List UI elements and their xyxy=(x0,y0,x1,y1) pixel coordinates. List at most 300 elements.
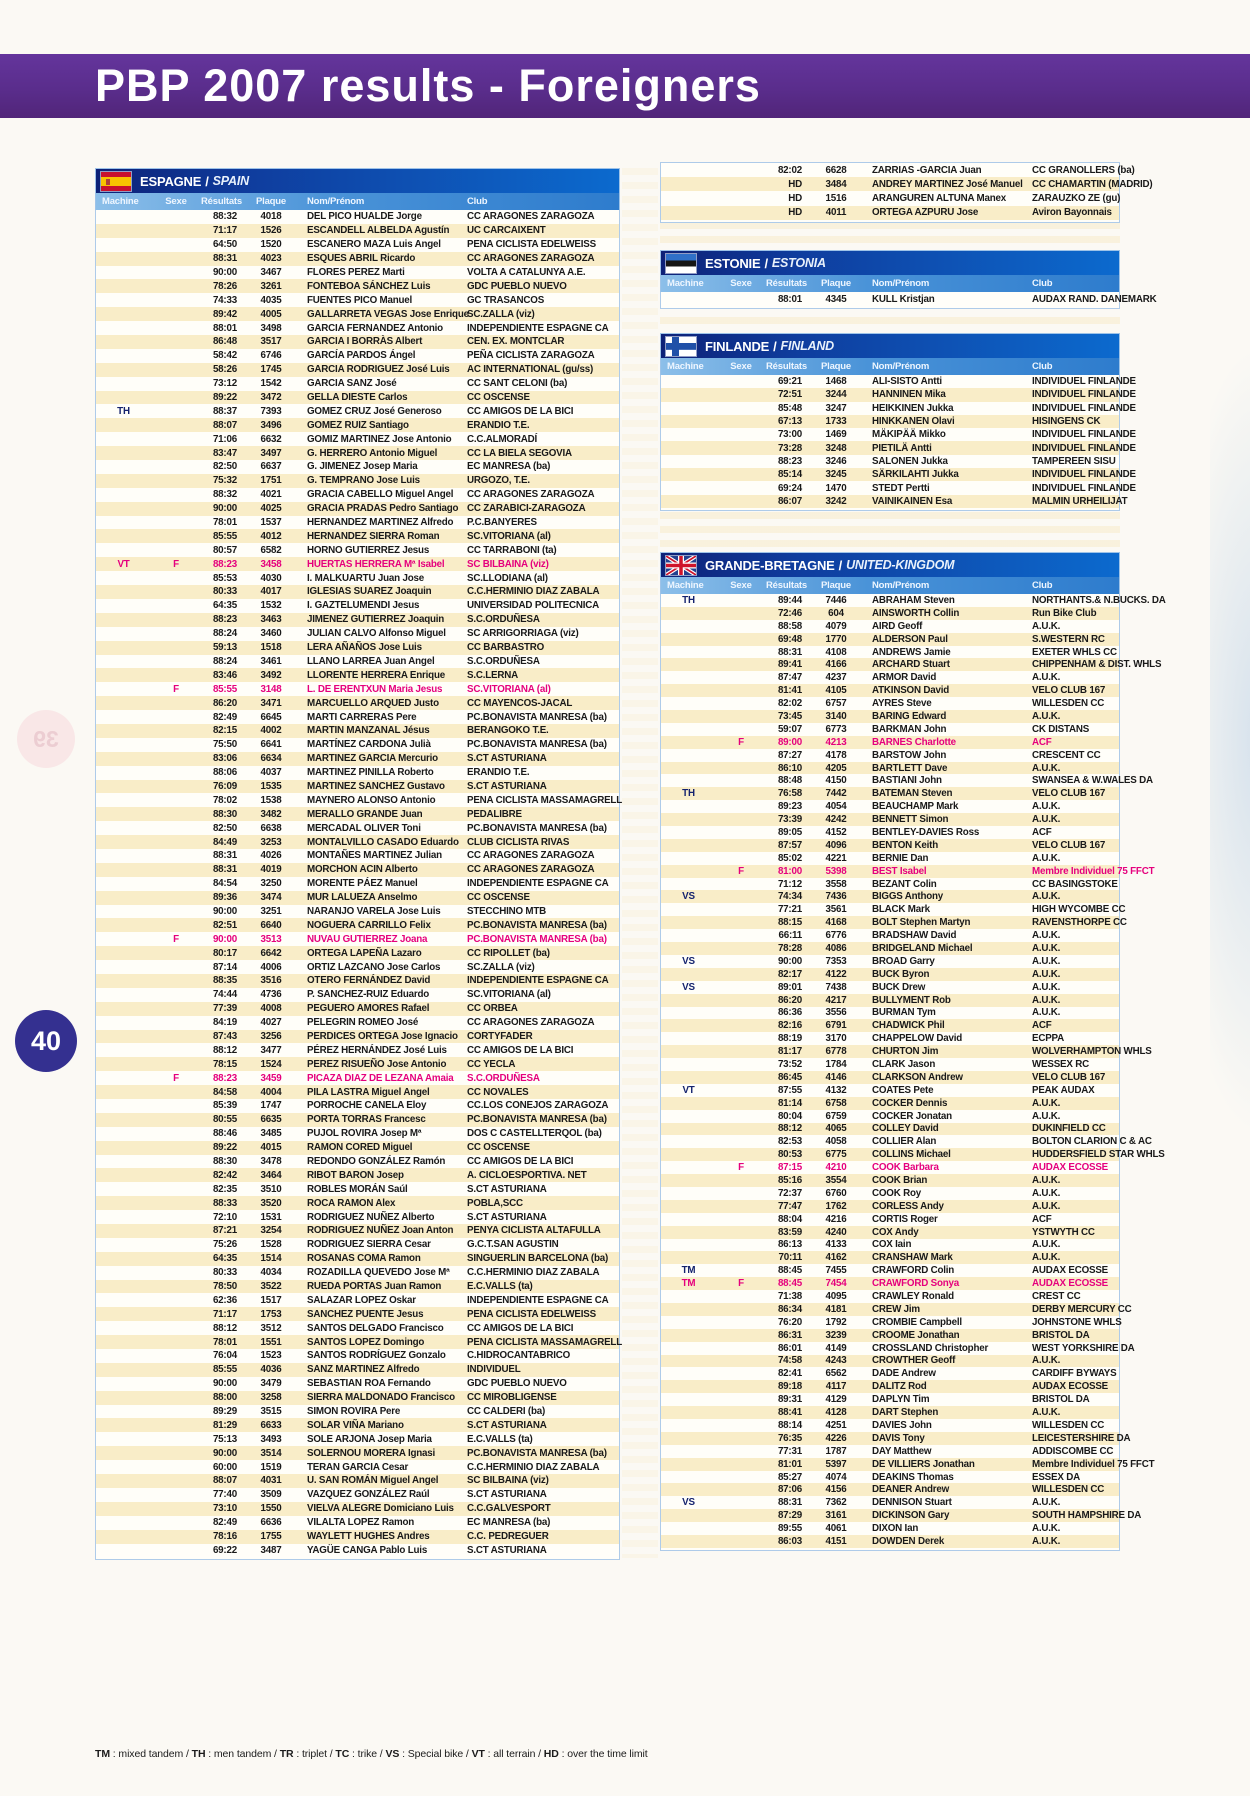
cell-club: A.U.K. xyxy=(1032,981,1061,993)
cell-resultats: 88:31 xyxy=(212,253,237,265)
cell-resultats: 87:14 xyxy=(212,961,237,973)
cell-club: A.U.K. xyxy=(1032,762,1061,774)
cell-resultats: 76:20 xyxy=(777,1316,802,1328)
cell-name: ORTEGA LAPEÑA Lazaro xyxy=(307,947,422,959)
cell-name: MARCUELLO ARQUED Justo xyxy=(307,697,439,709)
cell-plaque: 6778 xyxy=(825,1046,847,1058)
cell-plaque: 3515 xyxy=(260,1406,282,1418)
cell-resultats: HD xyxy=(788,207,802,219)
table-row xyxy=(661,1123,1119,1136)
cell-club: CC SANT CELONI (ba) xyxy=(467,378,568,390)
table-row xyxy=(96,932,619,946)
cell-plaque: 4030 xyxy=(260,572,282,584)
cell-name: MONTALVILLO CASADO Eduardo xyxy=(307,836,459,848)
country-name-separator: / xyxy=(764,255,768,271)
cell-plaque: 3484 xyxy=(825,178,847,190)
table-row xyxy=(96,293,619,307)
cell-plaque: 6635 xyxy=(260,1114,282,1126)
table-row xyxy=(661,1471,1119,1484)
cell-name: PIETILÄ Antti xyxy=(872,442,932,454)
cell-resultats: 58:26 xyxy=(212,364,237,376)
cell-club: WILLESDEN CC xyxy=(1032,1484,1105,1496)
cell-plaque: 3479 xyxy=(260,1378,282,1390)
cell-machine: VS xyxy=(682,891,695,903)
cell-resultats: 69:48 xyxy=(777,633,802,645)
table-row xyxy=(661,1496,1119,1509)
cell-club: CC ARAGONES ZARAGOZA xyxy=(467,864,595,876)
cell-resultats: 88:07 xyxy=(212,419,237,431)
cell-resultats: 88:45 xyxy=(777,1265,802,1277)
cell-plaque: 3520 xyxy=(260,1197,282,1209)
cell-club: G.C.T.SAN AGUSTIN xyxy=(467,1239,559,1251)
cell-plaque: 4004 xyxy=(260,1086,282,1098)
cell-name: BEST Isabel xyxy=(872,865,927,877)
legend-code: TR xyxy=(279,1748,294,1760)
table-row xyxy=(661,968,1119,981)
cell-resultats: 90:00 xyxy=(212,267,237,278)
cell-plaque: 4026 xyxy=(260,850,282,862)
legend-code: TH xyxy=(191,1748,206,1760)
cell-club: EC MANRESA (ba) xyxy=(467,461,551,473)
cell-name: DEAKINS Thomas xyxy=(872,1471,954,1483)
cell-resultats: 80:04 xyxy=(777,1110,802,1122)
legend-code: VT xyxy=(471,1748,485,1760)
table-row xyxy=(661,495,1128,508)
table-row xyxy=(661,1342,1135,1355)
cell-club: CC YECLA xyxy=(467,1058,516,1070)
cell-name: BROAD Garry xyxy=(872,955,935,967)
cell-plaque: 3516 xyxy=(260,975,282,987)
cell-resultats: 83:46 xyxy=(212,669,237,681)
table-row xyxy=(661,697,1119,710)
cell-resultats: 88:24 xyxy=(212,628,237,640)
cell-club: SWANSEA & W.WALES DA xyxy=(1032,775,1153,787)
cell-club: DERBY MERCURY CC xyxy=(1032,1303,1132,1315)
cell-resultats: 86:10 xyxy=(777,762,802,774)
table-row xyxy=(661,388,1136,401)
table-row xyxy=(661,1251,1119,1264)
cell-resultats: 77:47 xyxy=(777,1200,802,1212)
cell-club: CC MAYENCOS-JACAL xyxy=(467,697,573,709)
cell-resultats: 69:22 xyxy=(212,1544,237,1556)
table-row xyxy=(96,1113,619,1127)
table-row xyxy=(96,474,619,488)
cell-resultats: 90:00 xyxy=(212,1378,237,1390)
cell-name: WAYLETT HUGHES Andres xyxy=(307,1531,430,1543)
table-row xyxy=(661,646,1119,659)
column-header-plaque: Plaque xyxy=(256,196,286,207)
cell-resultats: 71:06 xyxy=(212,433,237,445)
cell-club: A.U.K. xyxy=(1032,968,1061,980)
column-header-name: Nom/Prénom xyxy=(872,580,930,591)
cell-club: WILLESDEN CC xyxy=(1032,698,1105,710)
cell-plaque: 1528 xyxy=(260,1239,282,1251)
cell-plaque: 1468 xyxy=(825,376,847,388)
cell-name: DENNISON Stuart xyxy=(872,1497,952,1509)
table-row xyxy=(96,1460,619,1474)
cell-resultats: 89:29 xyxy=(212,1406,237,1418)
cell-name: BARSTOW John xyxy=(872,749,947,761)
cell-resultats: 82:51 xyxy=(212,919,237,931)
cell-club: JOHNSTONE WHLS xyxy=(1032,1316,1122,1328)
table-row xyxy=(661,177,1153,191)
table-row xyxy=(661,865,1155,878)
cell-name: NUVAU GUTIERREZ Joana xyxy=(307,933,428,945)
table-row xyxy=(661,890,1119,903)
cell-resultats: 88:31 xyxy=(777,646,802,658)
cell-resultats: 89:42 xyxy=(212,308,237,320)
table-row xyxy=(96,641,619,655)
table-row xyxy=(96,613,619,627)
table-row xyxy=(96,432,619,446)
table-body xyxy=(95,210,620,1560)
cell-club: WILLESDEN CC xyxy=(1032,1419,1105,1431)
cell-club: C.C.HERMINIO DIAZ ZABALA xyxy=(467,1461,600,1473)
cell-sexe: F xyxy=(173,558,179,570)
table-row xyxy=(96,807,619,821)
cell-club: UNIVERSIDAD POLITECNICA xyxy=(467,600,600,612)
table-row xyxy=(96,516,619,530)
cell-plaque: 3464 xyxy=(260,1169,282,1181)
table-row xyxy=(661,1058,1119,1071)
table-row xyxy=(661,402,1136,415)
cell-plaque: 3254 xyxy=(260,1225,282,1237)
table-row xyxy=(96,1544,619,1558)
cell-resultats: 86:48 xyxy=(212,336,237,348)
cell-club: A.U.K. xyxy=(1032,620,1061,632)
column-header-machine: Machine xyxy=(667,361,704,372)
cell-plaque: 6642 xyxy=(260,947,282,959)
cell-resultats: 85:55 xyxy=(212,530,237,542)
column-header-name: Nom/Prénom xyxy=(307,196,365,207)
table-row xyxy=(96,1405,619,1419)
table-row xyxy=(96,1043,619,1057)
cell-plaque: 4095 xyxy=(825,1291,847,1303)
cell-club: Run Bike Club xyxy=(1032,607,1097,619)
cell-plaque: 4061 xyxy=(825,1523,847,1535)
cell-resultats: 86:07 xyxy=(777,495,802,507)
table-row xyxy=(96,793,622,807)
cell-club: SINGUERLIN BARCELONA (ba) xyxy=(467,1253,609,1265)
cell-club: ZARAUZKO ZE (gu) xyxy=(1032,192,1121,204)
table-row xyxy=(96,224,619,238)
cell-resultats: 85:16 xyxy=(777,1175,802,1187)
table-row xyxy=(96,627,619,641)
cell-club: INDIVIDUEL xyxy=(467,1364,521,1376)
table-row xyxy=(96,710,619,724)
cell-resultats: 83:47 xyxy=(212,447,237,459)
cell-name: COLLIER Alan xyxy=(872,1136,937,1148)
cell-club: TAMPEREEN SISU xyxy=(1032,455,1116,467)
cell-plaque: 4243 xyxy=(825,1355,847,1367)
column-header-machine: Machine xyxy=(667,580,704,591)
cell-club: CK DISTANS xyxy=(1032,723,1090,735)
cell-plaque: 1745 xyxy=(260,364,282,376)
cell-plaque: 6628 xyxy=(825,164,847,176)
table-row xyxy=(96,1099,619,1113)
cell-club: C.HIDROCANTABRICO xyxy=(467,1350,571,1362)
cell-plaque: 4002 xyxy=(260,725,282,737)
cell-name: DAY Matthew xyxy=(872,1445,932,1457)
cell-name: ROBLES MORÁN Saúl xyxy=(307,1183,408,1195)
cell-plaque: 4105 xyxy=(825,685,847,697)
cell-club: AUDAX RAND. DANEMARK xyxy=(1032,293,1157,305)
cell-name: BEAUCHAMP Mark xyxy=(872,801,959,813)
table-row xyxy=(96,1530,619,1544)
cell-club: S.C.ORDUÑESA xyxy=(467,614,540,626)
cell-name: CORTIS Roger xyxy=(872,1213,938,1225)
cell-club: INDIVIDUEL FINLANDE xyxy=(1032,469,1136,481)
column-header-club: Club xyxy=(1032,278,1053,289)
cell-resultats: 90:00 xyxy=(777,955,802,967)
cell-club: A.U.K. xyxy=(1032,801,1061,813)
cell-resultats: 78:28 xyxy=(777,942,802,954)
table-row xyxy=(96,1141,619,1155)
cell-plaque: 3250 xyxy=(260,878,282,890)
table-row xyxy=(96,529,619,543)
cell-name: COOK Brian xyxy=(872,1175,928,1187)
cell-plaque: 1551 xyxy=(260,1336,282,1348)
table-row xyxy=(661,1522,1119,1535)
cell-name: RIBOT BARON Josep xyxy=(307,1169,404,1181)
table-row xyxy=(661,163,1135,177)
cell-name: ZARRIAS -GARCIA Juan xyxy=(872,164,982,176)
column-header-row xyxy=(660,358,1120,375)
cell-resultats: 82:53 xyxy=(777,1136,802,1148)
cell-club: SC.VITORIANA (al) xyxy=(467,683,551,695)
cell-name: GOMIZ MARTINEZ Jose Antonio xyxy=(307,433,452,445)
cell-resultats: 81:01 xyxy=(777,1458,802,1470)
table-row xyxy=(661,839,1119,852)
cell-club: EXETER WHLS CC xyxy=(1032,646,1117,658)
cell-plaque: 4058 xyxy=(825,1136,847,1148)
cell-name: SIMON ROVIRA Pere xyxy=(307,1406,401,1418)
table-row xyxy=(96,1030,619,1044)
cell-club: AUDAX ECOSSE xyxy=(1032,1265,1108,1277)
table-body xyxy=(660,375,1136,511)
cell-resultats: 80:33 xyxy=(212,586,237,598)
cell-plaque: 4168 xyxy=(825,917,847,929)
cell-plaque: 3485 xyxy=(260,1128,282,1140)
cell-resultats: 88:31 xyxy=(212,850,237,862)
cell-club: A.U.K. xyxy=(1032,1007,1061,1019)
cell-plaque: 4240 xyxy=(825,1226,847,1238)
table-row xyxy=(661,620,1119,633)
cell-name: NARANJO VARELA Jose Luis xyxy=(307,905,441,917)
cell-plaque: 1518 xyxy=(260,642,282,654)
cell-plaque: 1469 xyxy=(825,429,847,441)
cell-name: CRANSHAW Mark xyxy=(872,1252,953,1264)
cell-resultats: 82:49 xyxy=(212,1517,237,1529)
cell-club: ACF xyxy=(1032,736,1052,748)
table-row xyxy=(96,863,619,877)
bleedthrough-stripes xyxy=(622,168,658,1558)
fi-flag-icon xyxy=(666,337,696,356)
cell-plaque: 6645 xyxy=(260,711,282,723)
cell-plaque: 6746 xyxy=(260,350,282,362)
cell-name: GARCIA I BORRÀS Albert xyxy=(307,336,423,348)
cell-plaque: 3460 xyxy=(260,628,282,640)
cell-plaque: 6760 xyxy=(825,1187,847,1199)
cell-club: INDEPENDIENTE ESPAGNE CA xyxy=(467,975,609,987)
table-finland xyxy=(660,333,1136,511)
cell-resultats: 74:58 xyxy=(777,1355,802,1367)
cell-name: COCKER Jonatan xyxy=(872,1110,952,1122)
country-name-fr: ESPAGNE xyxy=(140,173,202,189)
cell-resultats: 71:17 xyxy=(212,225,237,237)
table-row xyxy=(96,821,619,835)
table-row xyxy=(96,891,619,905)
cell-club: CC TARRABONI (ta) xyxy=(467,544,557,556)
table-row xyxy=(96,1391,619,1405)
cell-plaque: 3256 xyxy=(260,1030,282,1042)
cell-club: A.U.K. xyxy=(1032,1110,1061,1122)
table-row xyxy=(661,1316,1122,1329)
cell-club: MALMIN URHEILIJAT xyxy=(1032,495,1128,507)
cell-club: CC AMIGOS DE LA BICI xyxy=(467,1156,574,1167)
cell-club: PC.BONAVISTA MANRESA (ba) xyxy=(467,822,607,834)
cell-resultats: 89:36 xyxy=(212,892,237,904)
cell-club: A.U.K. xyxy=(1032,1355,1061,1367)
cell-resultats: 88:07 xyxy=(212,1475,237,1487)
table-row xyxy=(661,1032,1119,1045)
table-row xyxy=(661,1148,1165,1161)
cell-club: S.CT ASTURIANA xyxy=(467,1544,547,1556)
cell-club: UC CARCAIXENT xyxy=(467,225,546,237)
cell-name: ORTEGA AZPURU Jose xyxy=(872,207,979,219)
cell-club: A.U.K. xyxy=(1032,1523,1061,1535)
cell-club: NORTHANTS.& N.BUCKS. DA xyxy=(1032,594,1166,606)
cell-club: CREST CC xyxy=(1032,1291,1081,1303)
cell-plaque: 4345 xyxy=(825,293,847,305)
table-row xyxy=(96,905,619,919)
cell-resultats: 74:33 xyxy=(212,294,237,306)
cell-resultats: 89:22 xyxy=(212,392,237,404)
cell-name: CROWTHER Geoff xyxy=(872,1355,956,1367)
cell-plaque: 4074 xyxy=(825,1471,847,1483)
column-header-row xyxy=(660,577,1120,594)
cell-club: PEAK AUDAX xyxy=(1032,1084,1095,1096)
cell-resultats: 78:01 xyxy=(212,1336,237,1348)
cell-name: GARCÍA PARDOS Ángel xyxy=(307,350,416,362)
table-row xyxy=(661,903,1126,916)
cell-name: BASTIANI John xyxy=(872,775,942,787)
cell-resultats: 82:41 xyxy=(777,1368,802,1380)
cell-resultats: 82:42 xyxy=(212,1169,237,1181)
cell-club: INDIVIDUEL FINLANDE xyxy=(1032,389,1136,401)
table-row xyxy=(661,633,1119,646)
cell-plaque: 4054 xyxy=(825,801,847,813)
cell-resultats: 86:20 xyxy=(777,994,802,1006)
table-row xyxy=(661,1483,1119,1496)
cell-name: COOK Roy xyxy=(872,1187,922,1199)
column-header-machine: Machine xyxy=(102,196,139,207)
cell-name: G. JIMENEZ Josep Maria xyxy=(307,461,418,473)
table-row xyxy=(96,349,619,363)
cell-club: AC INTERNATIONAL (gu/ss) xyxy=(467,364,594,376)
table-row xyxy=(661,671,1119,684)
table-row xyxy=(96,266,619,280)
cell-name: PÉREZ HERNÁNDEZ José Luis xyxy=(307,1044,447,1056)
cell-resultats: 85:02 xyxy=(777,852,802,864)
cell-name: MARTINEZ GARCIA Mercurio xyxy=(307,753,438,765)
country-name-en: UNITED-KINGDOM xyxy=(846,558,955,572)
cell-name: LERA AÑAÑOS Jose Luis xyxy=(307,642,422,654)
cell-name: AINSWORTH Collin xyxy=(872,607,960,619)
cell-club: CC ARAGONES ZARAGOZA xyxy=(467,1017,595,1029)
page-header-banner xyxy=(0,54,1250,118)
column-header-plaque: Plaque xyxy=(821,580,851,591)
table-row xyxy=(96,210,619,224)
cell-resultats: 88:01 xyxy=(777,293,802,305)
cell-name: BIGGS Anthony xyxy=(872,891,944,903)
cell-machine: VS xyxy=(682,1497,695,1509)
cell-name: DALITZ Rod xyxy=(872,1381,927,1393)
cell-club: CC AMIGOS DE LA BICI xyxy=(467,1322,574,1334)
cell-resultats: 59:13 xyxy=(212,642,237,654)
cell-plaque: 4065 xyxy=(825,1123,847,1135)
cell-club: ADDISCOMBE CC xyxy=(1032,1445,1114,1457)
table-row xyxy=(96,1293,619,1307)
cell-plaque: 4181 xyxy=(825,1303,847,1315)
cell-resultats: 78:01 xyxy=(212,517,237,529)
cell-name: PEREZ RISUEÑO Jose Antonio xyxy=(307,1058,447,1070)
cell-club: A.U.K. xyxy=(1032,1239,1061,1251)
cell-plaque: 3253 xyxy=(260,836,282,848)
cell-name: U. SAN ROMÁN Miguel Angel xyxy=(307,1475,439,1487)
cell-name: STEDT Pertti xyxy=(872,482,930,494)
cell-plaque: 3170 xyxy=(825,1033,847,1045)
cell-resultats: 86:03 xyxy=(777,1535,802,1547)
cell-name: CROMBIE Campbell xyxy=(872,1316,962,1328)
cell-plaque: 6641 xyxy=(260,739,282,751)
cell-name: BUCK Drew xyxy=(872,981,926,993)
cell-plaque: 3472 xyxy=(260,392,282,404)
cell-resultats: 60:00 xyxy=(212,1461,237,1473)
cell-plaque: 3248 xyxy=(825,442,847,454)
cell-club: CRESCENT CC xyxy=(1032,749,1101,761)
cell-name: ATKINSON David xyxy=(872,685,950,697)
cell-club: AUDAX ECOSSE xyxy=(1032,1381,1108,1393)
table-row xyxy=(661,955,1119,968)
cell-name: RODRIGUEZ SIERRA Cesar xyxy=(307,1239,431,1251)
cell-plaque: 1537 xyxy=(260,517,282,529)
cell-plaque: 5398 xyxy=(825,865,847,877)
cell-name: GARCIA SANZ José xyxy=(307,378,397,390)
cell-resultats: 78:02 xyxy=(212,794,237,806)
cell-plaque: 3498 xyxy=(260,322,282,334)
cell-plaque: 6758 xyxy=(825,1097,847,1109)
cell-club: RAVENSTHORPE CC xyxy=(1032,917,1127,929)
cell-name: SÄRKILAHTI Jukka xyxy=(872,469,959,481)
cell-club: DOS C CASTELLTERQOL (ba) xyxy=(467,1128,602,1140)
cell-club: ERANDIO T.E. xyxy=(467,767,530,779)
cell-name: RODRIGUEZ NUÑEZ Alberto xyxy=(307,1211,435,1223)
cell-resultats: 81:00 xyxy=(777,865,802,877)
cell-club: INDEPENDIENTE ESPAGNE CA xyxy=(467,1294,609,1306)
cell-name: LLORENTE HERRERA Enrique xyxy=(307,669,445,681)
cell-plaque: 7446 xyxy=(825,594,847,606)
table-row xyxy=(96,696,619,710)
cell-resultats: 85:48 xyxy=(777,402,802,414)
cell-resultats: 67:13 xyxy=(777,416,802,428)
cell-name: BARKMAN John xyxy=(872,723,947,735)
table-row xyxy=(96,1418,619,1432)
cell-resultats: 82:50 xyxy=(212,461,237,473)
cell-resultats: 75:26 xyxy=(212,1239,237,1251)
cell-name: JULIAN CALVO Alfonso Miguel xyxy=(307,628,446,640)
cell-name: VAZQUEZ GONZÁLEZ Raúl xyxy=(307,1489,430,1501)
